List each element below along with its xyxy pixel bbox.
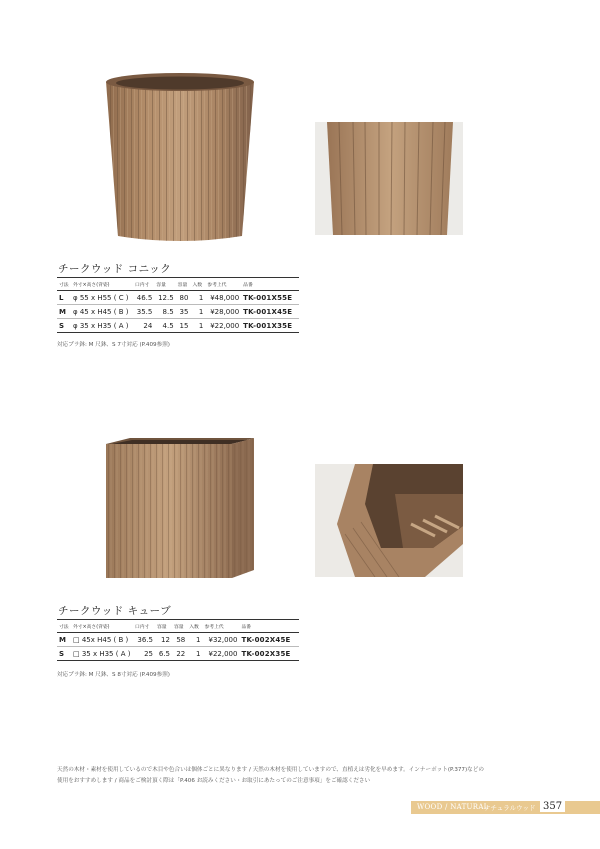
size-cell: M <box>57 633 71 647</box>
col-header: 入数 <box>187 620 202 633</box>
conic-detail-photo <box>315 122 463 235</box>
code-cell: TK-002X45E <box>239 633 299 647</box>
col-header: 容量 <box>176 278 191 291</box>
quantity-cell: 1 <box>187 647 202 661</box>
volume-cell: 6.5 <box>155 647 172 661</box>
price-cell: ¥48,000 <box>205 291 241 305</box>
capacity-cell: 22 <box>172 647 187 661</box>
inner-cell: 46.5 <box>133 291 154 305</box>
quantity-cell: 1 <box>190 319 205 333</box>
capacity-cell: 35 <box>176 305 191 319</box>
cube-planter-photo <box>102 434 258 580</box>
category-label-ja: ナチュラルウッド <box>484 804 536 812</box>
footer-note-line: 天然の木材・素材を使用しているので木目や色合いは個体ごとに異なります / 天然の木材を使用していますので、直植えは劣化を早めます。インナーポット(P.377)などの <box>57 767 484 773</box>
volume-cell: 12 <box>155 633 172 647</box>
capacity-cell: 58 <box>172 633 187 647</box>
table-row <box>57 633 299 647</box>
inner-cell: 35.5 <box>133 305 154 319</box>
code-cell: TK-001X45E <box>241 305 299 319</box>
capacity-cell: 15 <box>176 319 191 333</box>
inner-cell: 24 <box>133 319 154 333</box>
volume-cell: 12.5 <box>154 291 175 305</box>
inner-cell: 36.5 <box>133 633 155 647</box>
page-number: 357 <box>540 801 565 812</box>
quantity-cell: 1 <box>190 291 205 305</box>
col-header: 容量 <box>154 278 175 291</box>
table-row <box>57 647 299 661</box>
col-header: 外寸×高さ(背姿) <box>71 620 133 633</box>
inner-cell: 25 <box>133 647 155 661</box>
product-title: チークウッド コニック <box>58 263 172 275</box>
quantity-cell: 1 <box>187 633 202 647</box>
col-header: 寸法 <box>57 278 71 291</box>
code-cell: TK-002X35E <box>239 647 299 661</box>
col-header: 外寸×高さ(背姿) <box>71 278 133 291</box>
col-header: 品番 <box>241 278 299 291</box>
volume-cell: 4.5 <box>154 319 175 333</box>
page-footer-bar <box>411 801 600 814</box>
size-cell: S <box>57 319 71 333</box>
spec-table-cube <box>57 619 299 661</box>
dimension-cell: φ 55 x H55 ( C ) <box>71 291 133 305</box>
size-cell: M <box>57 305 71 319</box>
price-cell: ¥32,000 <box>203 633 240 647</box>
conic-planter-photo <box>96 68 264 248</box>
size-cell: S <box>57 647 71 661</box>
compatible-pot-note: 対応プラ鉢: M 尺鉢、S 7寸対応 (P.409参照) <box>57 342 170 348</box>
code-cell: TK-001X55E <box>241 291 299 305</box>
col-header: 容量 <box>172 620 187 633</box>
footer-note-line: 使用をおすすめします / 商品をご検討頂く際は「P.406 お読みください・お取引にあたってのご注意事項」をご確認ください <box>57 778 371 784</box>
table-row <box>57 319 299 333</box>
spec-table-conic <box>57 277 299 333</box>
col-header: 容量 <box>155 620 172 633</box>
col-header: 口内寸 <box>133 278 154 291</box>
size-cell: L <box>57 291 71 305</box>
compatible-pot-note: 対応プラ鉢: M 尺鉢、S 8寸対応 (P.409参照) <box>57 672 170 678</box>
col-header: 口内寸 <box>133 620 155 633</box>
dimension-cell: □ 35 x H35 ( A ) <box>71 647 133 661</box>
code-cell: TK-001X35E <box>241 319 299 333</box>
capacity-cell: 80 <box>176 291 191 305</box>
table-row <box>57 305 299 319</box>
col-header: 品番 <box>239 620 299 633</box>
footer-notes <box>57 765 557 787</box>
volume-cell: 8.5 <box>154 305 175 319</box>
price-cell: ¥22,000 <box>205 319 241 333</box>
col-header: 寸法 <box>57 620 71 633</box>
col-header: 参考上代 <box>205 278 241 291</box>
dimension-cell: □ 45x H45 ( B ) <box>71 633 133 647</box>
price-cell: ¥28,000 <box>205 305 241 319</box>
cube-detail-photo <box>315 464 463 577</box>
quantity-cell: 1 <box>190 305 205 319</box>
dimension-cell: φ 45 x H45 ( B ) <box>71 305 133 319</box>
price-cell: ¥22,000 <box>203 647 240 661</box>
col-header: 入数 <box>190 278 205 291</box>
product-title: チークウッド キューブ <box>58 605 172 617</box>
table-row <box>57 291 299 305</box>
category-label: WOOD / NATURAL <box>417 803 489 811</box>
dimension-cell: φ 35 x H35 ( A ) <box>71 319 133 333</box>
col-header: 参考上代 <box>203 620 240 633</box>
